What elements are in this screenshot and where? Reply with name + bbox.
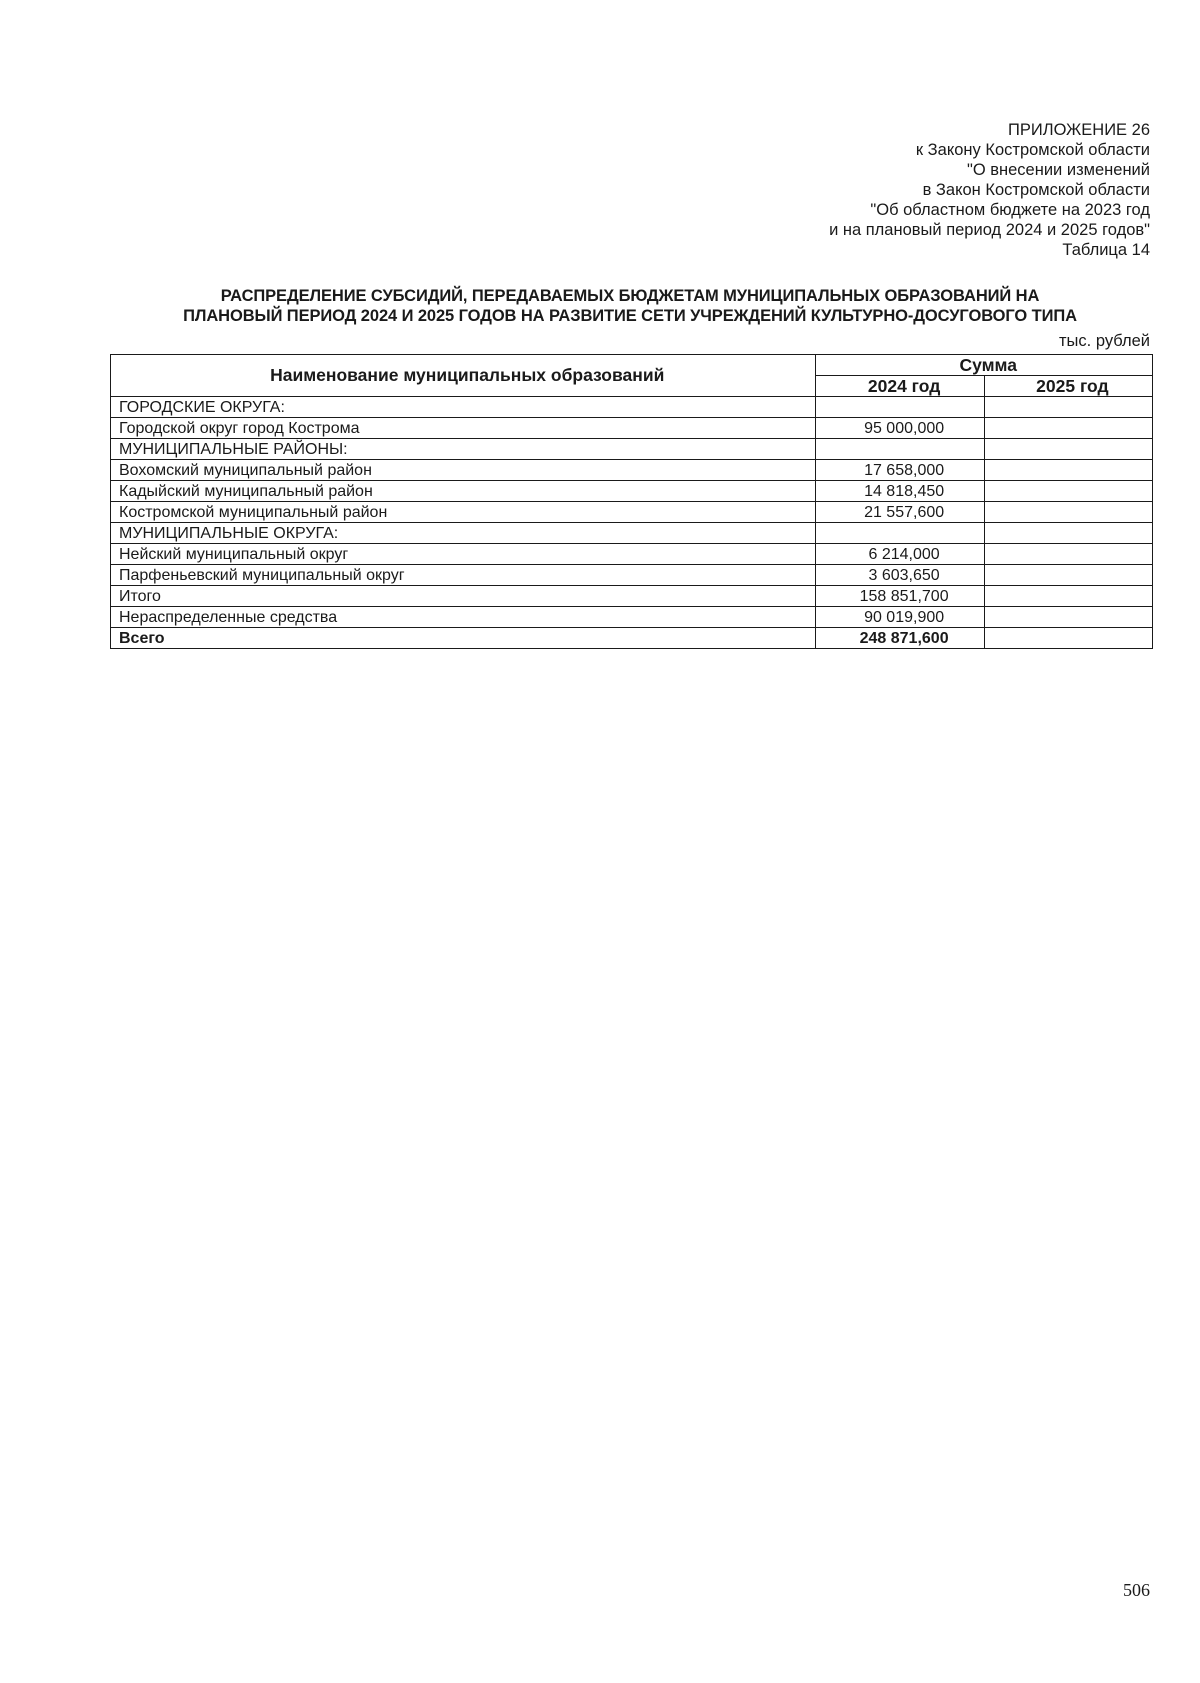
column-header-2024: 2024 год (816, 376, 984, 397)
table-row (111, 544, 1153, 565)
table-row (111, 397, 1153, 418)
header-line: "Об областном бюджете на 2023 год (870, 201, 1150, 219)
row-2024-cell: 6 214,000 (816, 544, 984, 565)
row-2025-cell (984, 628, 1152, 649)
row-2024-cell: 158 851,700 (816, 586, 984, 607)
row-2025-cell (984, 418, 1152, 439)
row-name-cell: Нейский муниципальный округ (111, 544, 816, 565)
row-2024-cell (816, 439, 984, 460)
row-2025-cell (984, 523, 1152, 544)
table-row (111, 565, 1153, 586)
header-line: "О внесении изменений (966, 161, 1150, 179)
row-2024-cell (816, 397, 984, 418)
title-line: ПЛАНОВЫЙ ПЕРИОД 2024 И 2025 ГОДОВ НА РАЗВИТИЕ СЕТИ УЧРЕЖДЕНИЙ КУЛЬТУРНО-ДОСУГОВОГО ТИПА (183, 307, 1077, 325)
table-row (111, 607, 1153, 628)
row-name-cell: Всего (111, 628, 816, 649)
row-2024-cell: 248 871,600 (816, 628, 984, 649)
row-2025-cell (984, 544, 1152, 565)
title-line: РАСПРЕДЕЛЕНИЕ СУБСИДИЙ, ПЕРЕДАВАЕМЫХ БЮДЖЕТАМ МУНИЦИПАЛЬНЫХ ОБРАЗОВАНИЙ НА (220, 287, 1040, 305)
row-name-cell: Итого (111, 586, 816, 607)
table-row (111, 586, 1153, 607)
table-row (111, 460, 1153, 481)
table-header-row (111, 355, 1153, 376)
row-2024-cell: 3 603,650 (816, 565, 984, 586)
document-title (110, 286, 1150, 326)
row-2024-cell: 17 658,000 (816, 460, 984, 481)
row-name-cell: МУНИЦИПАЛЬНЫЕ РАЙОНЫ: (111, 439, 816, 460)
row-2024-cell: 14 818,450 (816, 481, 984, 502)
row-name-cell: Кадыйский муниципальный район (111, 481, 816, 502)
column-header-sum: Сумма (816, 355, 1153, 376)
row-2025-cell (984, 397, 1152, 418)
row-name-cell: Костромской муниципальный район (111, 502, 816, 523)
row-2024-cell: 90 019,900 (816, 607, 984, 628)
table-body (111, 397, 1153, 649)
row-2024-cell (816, 523, 984, 544)
column-header-2025: 2025 год (984, 376, 1152, 397)
table-row (111, 502, 1153, 523)
column-header-name: Наименование муниципальных образований (111, 355, 816, 397)
row-2025-cell (984, 586, 1152, 607)
row-name-cell: Парфеньевский муниципальный округ (111, 565, 816, 586)
document-header (450, 120, 1150, 260)
units-label: тыс. рублей (1059, 332, 1150, 350)
header-line: к Закону Костромской области (915, 141, 1150, 159)
row-2024-cell: 95 000,000 (816, 418, 984, 439)
row-name-cell: Нераспределенные средства (111, 607, 816, 628)
table-row (111, 439, 1153, 460)
table-row (111, 481, 1153, 502)
header-line: ПРИЛОЖЕНИЕ 26 (1008, 121, 1150, 139)
header-line: Таблица 14 (1062, 241, 1150, 259)
row-2025-cell (984, 565, 1152, 586)
header-line: и на плановый период 2024 и 2025 годов" (829, 221, 1150, 239)
row-2024-cell: 21 557,600 (816, 502, 984, 523)
row-2025-cell (984, 502, 1152, 523)
subsidy-table (110, 354, 1153, 649)
table-row (111, 523, 1153, 544)
row-2025-cell (984, 481, 1152, 502)
row-name-cell: ГОРОДСКИЕ ОКРУГА: (111, 397, 816, 418)
row-name-cell: Вохомский муниципальный район (111, 460, 816, 481)
row-2025-cell (984, 607, 1152, 628)
row-2025-cell (984, 439, 1152, 460)
row-name-cell: МУНИЦИПАЛЬНЫЕ ОКРУГА: (111, 523, 816, 544)
page-number: 506 (1123, 1580, 1150, 1600)
header-line: в Закон Костромской области (922, 181, 1150, 199)
row-2025-cell (984, 460, 1152, 481)
table-row (111, 418, 1153, 439)
table-row (111, 628, 1153, 649)
row-name-cell: Городской округ город Кострома (111, 418, 816, 439)
